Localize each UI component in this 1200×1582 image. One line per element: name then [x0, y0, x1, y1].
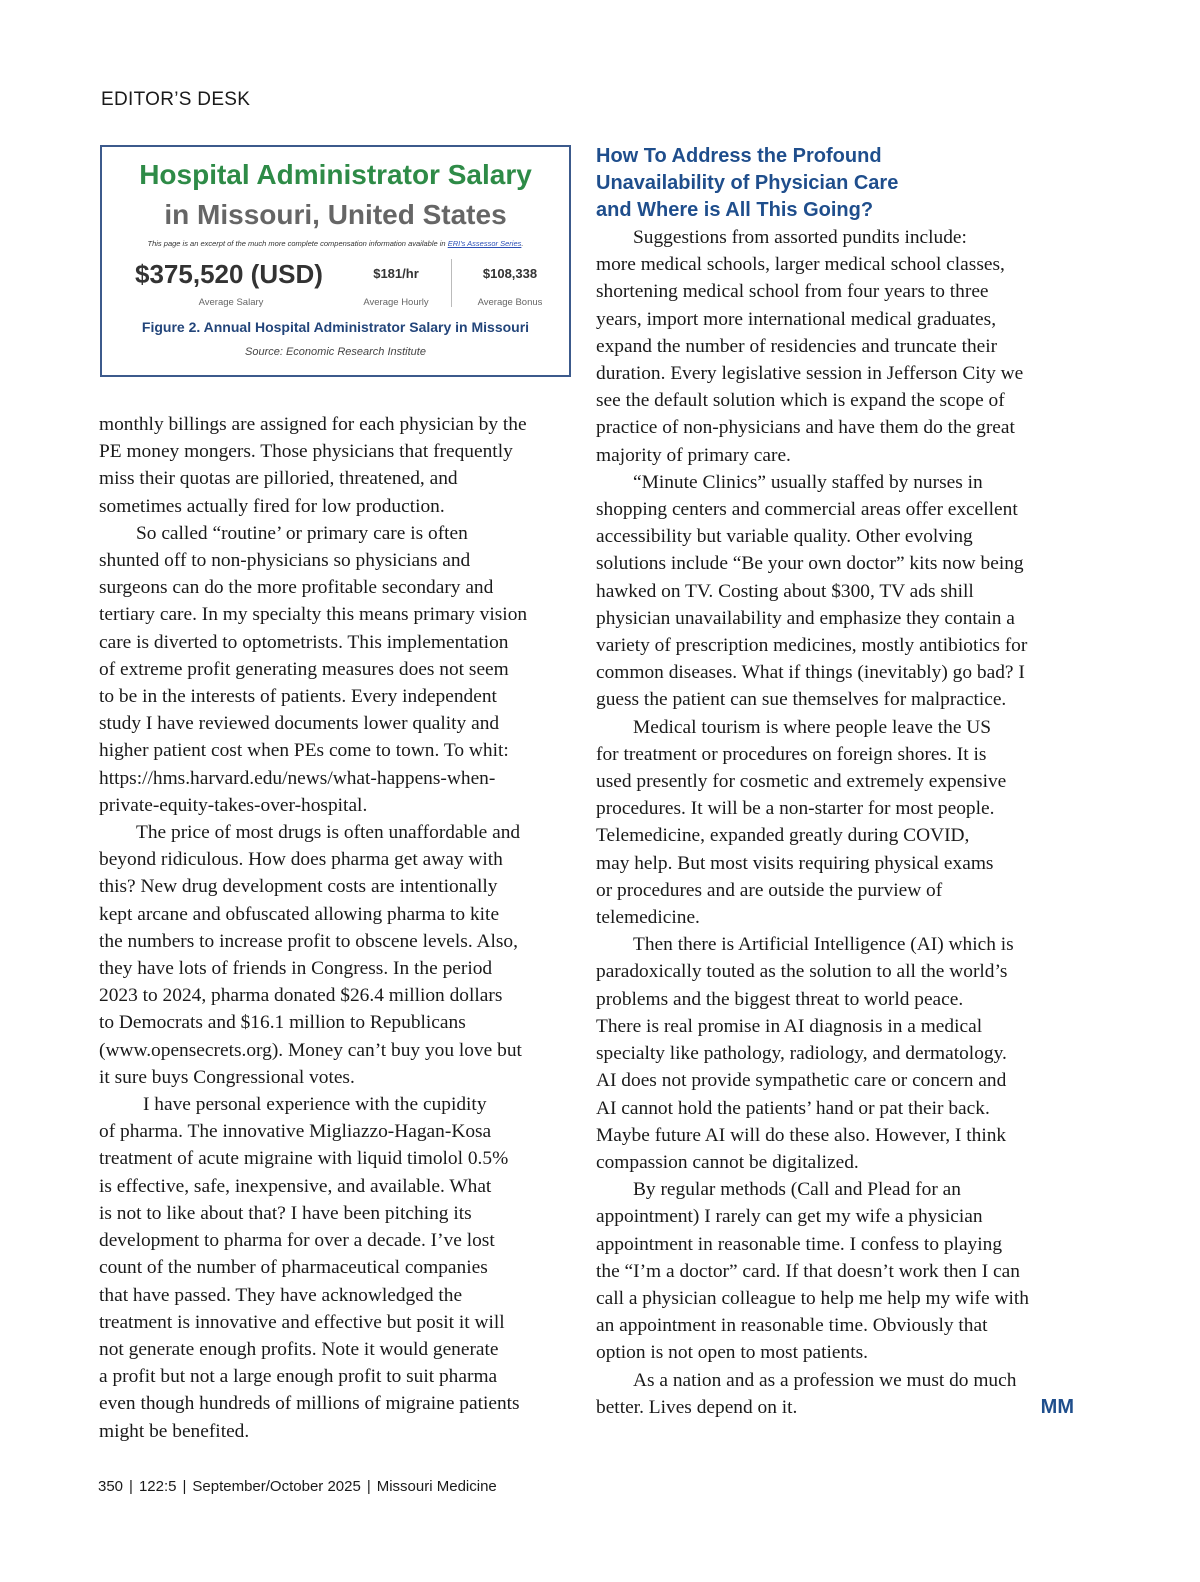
left-line: The price of most drugs is often unaffordable and — [136, 822, 521, 844]
average-hourly-label: Average Hourly — [363, 297, 429, 308]
right-line: better. Lives depend on it. — [596, 1396, 798, 1418]
left-line: study I have reviewed documents lower quality and — [99, 713, 500, 735]
right-line: practice of non-physicians and have them do the great — [596, 417, 1015, 439]
right-line: procedures. It will be a non-starter for most people. — [596, 798, 995, 820]
harvard-url-cont[interactable]: private-equity-takes-over-hospital. — [99, 794, 368, 816]
footer-volume: 122:5 — [138, 1478, 177, 1495]
mm-end-mark: MM — [1040, 1395, 1074, 1418]
right-line: Medical tourism is where people leave the US — [633, 716, 992, 738]
right-line: or procedures and are outside the purview of — [596, 879, 943, 901]
left-line: PE money mongers. Those physicians that frequently — [99, 441, 513, 463]
footer-separator: | — [182, 1478, 187, 1495]
right-line: majority of primary care. — [596, 444, 791, 466]
right-line: compassion cannot be digitalized. — [596, 1151, 859, 1173]
left-line: 2023 to 2024, pharma donated $26.4 million dollars — [99, 985, 503, 1007]
average-bonus-label: Average Bonus — [477, 297, 543, 308]
left-line: might be benefited. — [99, 1420, 250, 1442]
figure-title-line1: Hospital Administrator Salary — [139, 159, 532, 190]
left-line: to Democrats and $16.1 million to Republicans — [99, 1012, 466, 1034]
right-line: shopping centers and commercial areas offer excellent — [596, 499, 1018, 521]
right-line: Then there is Artificial Intelligence (AI) which is — [633, 934, 1014, 956]
right-line: AI does not provide sympathetic care or concern and — [596, 1070, 1007, 1092]
average-bonus-value: $108,338 — [482, 266, 538, 281]
left-line: the numbers to increase profit to obscene levels. Also, — [99, 930, 518, 952]
right-line: problems and the biggest threat to world peace. — [596, 988, 964, 1010]
left-line: beyond ridiculous. How does pharma get away with — [99, 849, 503, 871]
right-line: Suggestions from assorted pundits include: — [633, 227, 967, 248]
average-hourly-value: $181/hr — [373, 266, 419, 281]
left-line: tertiary care. In my specialty this means primary vision — [99, 604, 528, 626]
figure-title-line2: in Missouri, United States — [164, 199, 507, 230]
average-salary-value: $375,520 (USD) — [135, 259, 323, 289]
left-line: higher patient cost when PEs come to town. To whit: — [99, 740, 509, 762]
left-line: I have personal experience with the cupidity — [143, 1094, 487, 1116]
left-line: it sure buys Congressional votes. — [99, 1066, 355, 1088]
right-line: the “I’m a doctor” card. If that doesn’t work then I can — [596, 1260, 1020, 1282]
right-line: appointment) I rarely can get my wife a physician — [596, 1206, 983, 1228]
right-line: option is not open to most patients. — [596, 1342, 868, 1364]
left-line: even though hundreds of millions of migraine patients — [99, 1393, 520, 1415]
right-line: an appointment in reasonable time. Obviously that — [596, 1315, 988, 1337]
left-line: that have passed. They have acknowledged the — [99, 1284, 463, 1306]
figure-source: Source: Economic Research Institute — [245, 346, 426, 358]
left-line: (www.opensecrets.org). Money can’t buy you love but — [99, 1039, 522, 1061]
right-line: Telemedicine, expanded greatly during COVID, — [596, 825, 970, 847]
left-line: surgeons can do the more profitable secondary and — [99, 577, 494, 599]
figure-excerpt-text: This page is an excerpt of the much more complete compensation information available in — [147, 239, 446, 248]
left-line: count of the number of pharmaceutical companies — [99, 1257, 488, 1279]
harvard-url[interactable]: https://hms.harvard.edu/news/what-happens-when- — [99, 767, 496, 789]
right-line: see the default solution which is expand the scope of — [596, 390, 1005, 412]
figure-caption: Figure 2. Annual Hospital Administrator Salary in Missouri — [141, 319, 530, 335]
left-line: miss their quotas are pilloried, threatened, and — [99, 468, 458, 490]
right-line: years, import more international medical graduates, — [596, 308, 997, 330]
right-line: used presently for cosmetic and extremely expensive — [596, 771, 1007, 793]
average-salary-label: Average Salary — [198, 297, 264, 308]
figure-divider — [451, 259, 452, 307]
right-line: for treatment or procedures on foreign shores. It is — [596, 743, 987, 765]
left-line: shunted off to non-physicians so physicians and — [99, 550, 471, 572]
footer-separator: | — [129, 1478, 133, 1495]
heading-line: and Where is All This Going? — [596, 199, 874, 221]
left-line: a profit but not a large enough profit to suit pharma — [99, 1366, 498, 1388]
left-line: development to pharma for over a decade. I’ve lost — [99, 1230, 495, 1252]
right-line: common diseases. What if things (inevitably) go bad? I — [596, 662, 1025, 684]
left-line: of extreme profit generating measures does not seem — [99, 658, 509, 680]
left-line: care is diverted to optometrists. This implementation — [99, 631, 509, 653]
right-line: “Minute Clinics” usually staffed by nurses in — [633, 471, 983, 493]
right-line: hawked on TV. Costing about $300, TV ads shill — [596, 580, 974, 602]
footer-journal: Missouri Medicine — [376, 1478, 497, 1495]
left-line: treatment of acute migraine with liquid timolol 0.5% — [99, 1148, 509, 1170]
footer-date: September/October 2025 — [192, 1478, 361, 1495]
heading-line: How To Address the Profound — [596, 145, 882, 167]
page-footer — [98, 1478, 497, 1495]
figure-excerpt-note — [102, 239, 569, 248]
right-line: As a nation and as a profession we must do much — [633, 1369, 1017, 1391]
right-line: duration. Every legislative session in Jefferson City we — [596, 363, 1024, 385]
right-line: physician unavailability and emphasize they contain a — [596, 607, 1015, 629]
left-line: kept arcane and obfuscated allowing pharma to kite — [99, 903, 500, 925]
right-line: variety of prescription medicines, mostly antibiotics for — [596, 635, 1028, 657]
left-line: So called “routine’ or primary care is often — [136, 522, 468, 544]
right-line: telemedicine. — [596, 907, 700, 929]
right-line: shortening medical school from four years to three — [596, 281, 989, 303]
right-line: more medical schools, larger medical school classes, — [596, 254, 1005, 276]
right-line: There is real promise in AI diagnosis in a medical — [596, 1015, 983, 1037]
left-line: sometimes actually fired for low production. — [99, 495, 445, 517]
left-line: of pharma. The innovative Migliazzo-Hagan-Kosa — [99, 1121, 492, 1143]
left-line: monthly billings are assigned for each physician by the — [99, 414, 527, 435]
right-line: solutions include “Be your own doctor” kits now being — [596, 553, 1024, 575]
final-line — [596, 1394, 1076, 1421]
right-line: specialty like pathology, radiology, and dermatology. — [596, 1043, 1007, 1065]
eri-assessor-link[interactable]: ERI's Assessor Series — [447, 239, 522, 248]
salary-figure — [100, 145, 571, 377]
section-heading — [596, 143, 1076, 224]
heading-line: Unavailability of Physician Care — [596, 172, 899, 194]
left-line: to be in the interests of patients. Every independent — [99, 686, 497, 708]
right-line: may help. But most visits requiring physical exams — [596, 852, 994, 874]
figure-excerpt-end: . — [521, 239, 524, 248]
section-label: EDITOR’S DESK — [101, 89, 251, 110]
right-line: paradoxically touted as the solution to all the world’s — [596, 961, 1008, 983]
right-line: By regular methods (Call and Plead for an — [633, 1179, 961, 1201]
right-line: appointment in reasonable time. I confess to playing — [596, 1233, 1003, 1255]
right-line: expand the number of residencies and truncate their — [596, 335, 998, 357]
left-column — [99, 411, 579, 1445]
left-line: treatment is innovative and effective but posit it will — [99, 1311, 505, 1333]
left-line: not generate enough profits. Note it would generate — [99, 1338, 499, 1360]
right-line: call a physician colleague to help me help my wife with — [596, 1287, 1029, 1309]
right-line: AI cannot hold the patients’ hand or pat their back. — [596, 1097, 990, 1119]
left-line: they have lots of friends in Congress. In the period — [99, 958, 493, 980]
footer-page-number: 350 — [98, 1478, 124, 1495]
right-line: accessibility but variable quality. Other evolving — [596, 526, 973, 548]
right-column — [596, 143, 1076, 1421]
footer-separator: | — [366, 1478, 371, 1495]
left-line: is effective, safe, inexpensive, and available. What — [99, 1175, 492, 1197]
right-line: Maybe future AI will do these also. However, I think — [596, 1124, 1007, 1146]
right-line: guess the patient can sue themselves for malpractice. — [596, 689, 1007, 711]
left-line: this? New drug development costs are intentionally — [99, 876, 498, 898]
right-body — [596, 224, 1076, 1421]
left-line: is not to like about that? I have been pitching its — [99, 1202, 472, 1224]
